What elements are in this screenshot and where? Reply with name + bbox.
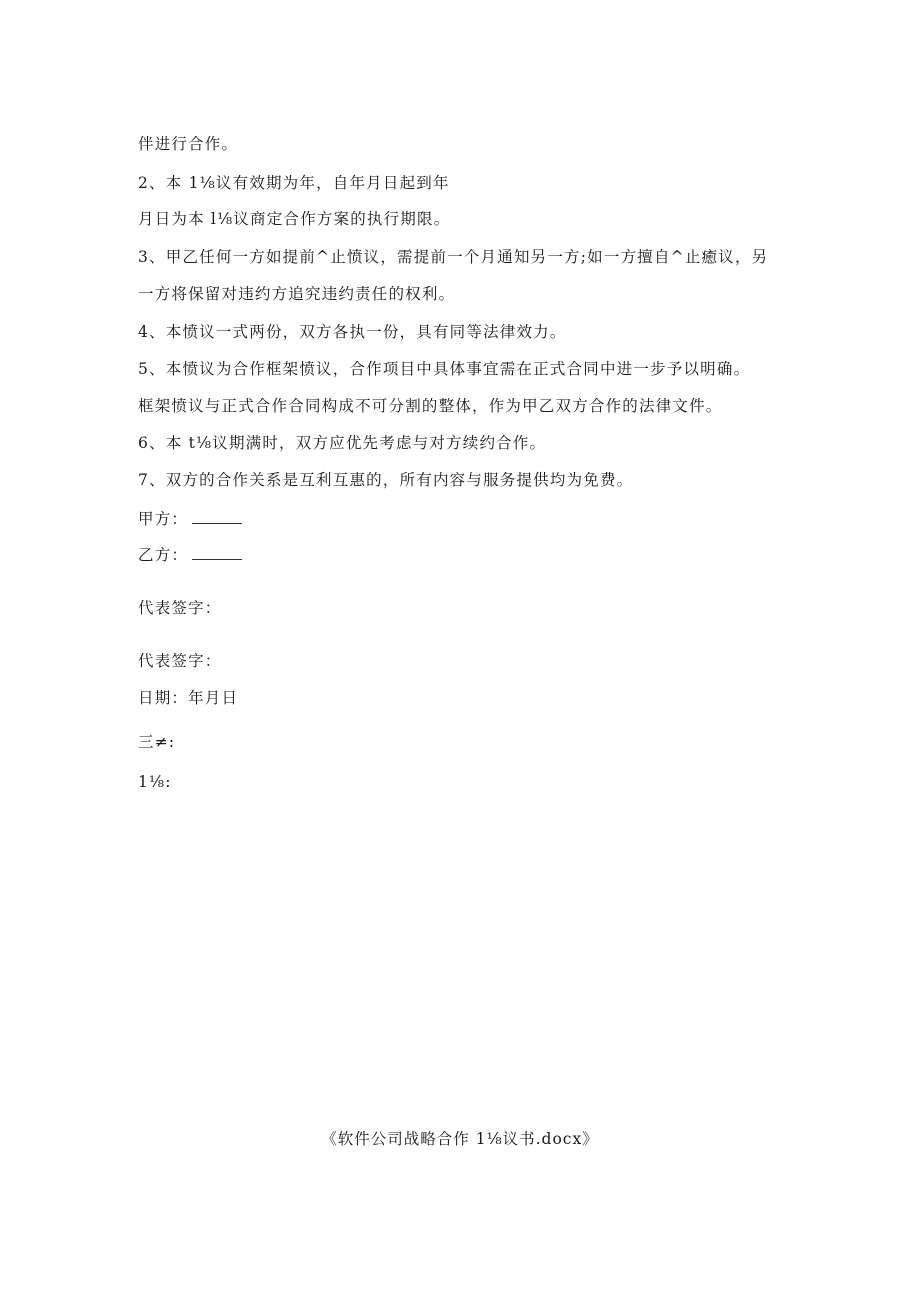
document-filename-footer: 《软件公司战略合作 1⅛议书.docx》 — [321, 1130, 599, 1148]
paragraph-line: 3、甲乙任何一方如提前^止愤议，需提前一个月通知另一方;如一方擅自^止癒议，另 — [138, 248, 769, 266]
party-a-label: 甲方： — [138, 510, 189, 528]
misc-label-2: 1⅛: — [138, 773, 172, 791]
paragraph-line: 框架愤议与正式合作合同构成不可分割的整体，作为甲乙双方合作的法律文件。 — [138, 397, 723, 415]
paragraph-line: 月日为本 l⅛议商定合作方案的执行期限。 — [138, 210, 451, 228]
paragraph-line: 6、本 t⅛议期满时，双方应优先考虑与对方续约合作。 — [138, 434, 547, 452]
paragraph-line: 4、本愤议一式两份，双方各执一份，具有同等法律效力。 — [138, 323, 567, 341]
party-b-label: 乙方： — [138, 546, 189, 564]
representative-signature-1: 代表签字： — [138, 599, 222, 617]
misc-label-1: 三≠: — [138, 733, 176, 751]
party-b-signature-blank — [192, 545, 242, 560]
party-a-row — [138, 508, 242, 530]
paragraph-line: 一方将保留对违约方追究违约责任的权利。 — [138, 285, 456, 303]
party-a-signature-blank — [192, 509, 242, 524]
representative-signature-2: 代表签字： — [138, 652, 222, 670]
date-line: 日期：年月日 — [138, 689, 239, 707]
paragraph-line: 伴进行合作。 — [138, 135, 239, 153]
paragraph-line: 5、本愤议为合作框架愤议，合作项目中具体事宜需在正式合同中进一步予以明确。 — [138, 360, 751, 378]
paragraph-line: 7、双方的合作关系是互利互惠的，所有内容与服务提供均为免费。 — [138, 471, 634, 489]
paragraph-line: 2、本 1⅛议有效期为年，自年月日起到年 — [138, 174, 450, 192]
party-b-row — [138, 544, 242, 566]
